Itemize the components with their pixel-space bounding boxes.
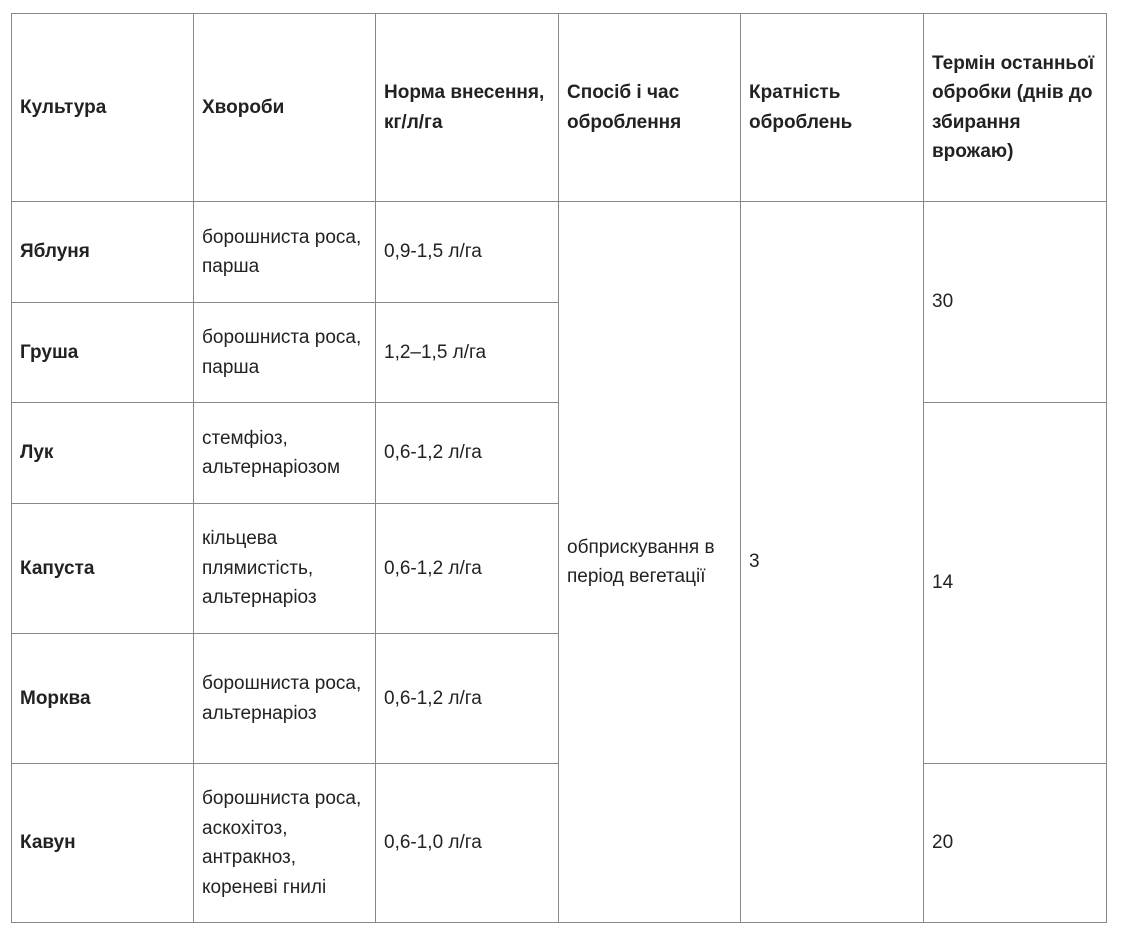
header-diseases: Хвороби [194,14,376,202]
rate-cell: 0,9-1,5 л/га [376,202,559,303]
header-culture: Культура [12,14,194,202]
header-rate: Норма внесення, кг/л/га [376,14,559,202]
crop-cell: Капуста [12,504,194,634]
last-treatment-cell: 30 [924,202,1107,403]
last-treatment-cell: 14 [924,403,1107,764]
last-treatment-cell: 20 [924,764,1107,923]
usage-table [11,13,1107,923]
header-last-treatment: Термін останньої обробки (днів до збирання врожаю) [924,14,1107,202]
rate-cell: 0,6-1,2 л/га [376,634,559,764]
crop-cell: Яблуня [12,202,194,303]
diseases-cell: борошниста роса, альтернаріоз [194,634,376,764]
crop-cell: Лук [12,403,194,504]
diseases-cell: кільцева плямистість, альтернаріоз [194,504,376,634]
rate-cell: 1,2–1,5 л/га [376,303,559,403]
method-cell: обприскування в період вегетації [559,202,741,923]
diseases-cell: борошниста роса, аскохітоз, антракноз, кореневі гнилі [194,764,376,923]
header-method: Спосіб і час оброблення [559,14,741,202]
header-multiplicity: Кратність оброблень [741,14,924,202]
header-row [12,14,1107,202]
crop-cell: Морква [12,634,194,764]
multiplicity-cell: 3 [741,202,924,923]
diseases-cell: стемфіоз, альтернаріозом [194,403,376,504]
diseases-cell: борошниста роса, парша [194,202,376,303]
rate-cell: 0,6-1,2 л/га [376,403,559,504]
rate-cell: 0,6-1,0 л/га [376,764,559,923]
table-row [12,202,1107,303]
rate-cell: 0,6-1,2 л/га [376,504,559,634]
crop-cell: Груша [12,303,194,403]
crop-cell: Кавун [12,764,194,923]
diseases-cell: борошниста роса, парша [194,303,376,403]
